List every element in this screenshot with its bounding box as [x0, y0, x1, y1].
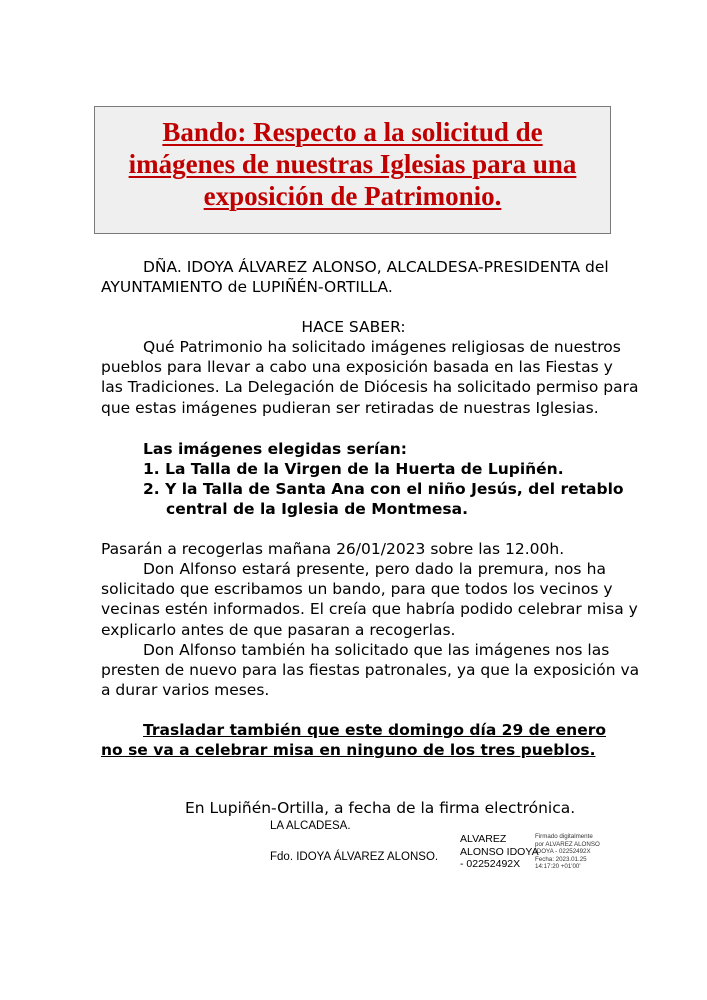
digital-signature-meta	[535, 833, 600, 871]
para1-line-1: Qué Patrimonio ha solicitado imágenes religiosas de nuestros	[143, 338, 621, 356]
para3-line-2: presten de nuevo para las fiestas patronales, ya que la exposición va	[101, 661, 640, 679]
para2-line-4: explicarlo antes de que pasaran a recogerlas.	[101, 621, 456, 639]
stamp-meta-line-3: IDOYA - 02252492X	[535, 848, 591, 856]
list-item-1: 1. La Talla de la Virgen de la Huerta de Lupiñén.	[143, 460, 564, 478]
stamp-meta-line-1: Firmado digitalmente	[535, 833, 593, 840]
notice-line-2: no se va a celebrar misa en ninguno de los tres pueblos.	[101, 741, 596, 759]
para3-line-1: Don Alfonso también ha solicitado que las imágenes nos las	[143, 641, 610, 659]
para1-line-2: pueblos para llevar a cabo una exposición basada en las Fiestas y	[101, 358, 613, 376]
para3-line-3: a durar varios meses.	[101, 681, 270, 699]
list-heading: Las imágenes elegidas serían:	[143, 440, 407, 458]
stamp-name-line-1: ALVAREZ	[460, 833, 507, 845]
signature-signed-by: Fdo. IDOYA ÁLVAREZ ALONSO.	[270, 851, 439, 863]
title-line-1: Bando: Respecto a la solicitud de	[162, 117, 543, 147]
para1-line-4: que estas imágenes pudieran ser retiradas de nuestras Iglesias.	[101, 399, 599, 417]
hace-saber-heading: HACE SABER:	[301, 318, 406, 336]
closing-line: En Lupiñén-Ortilla, a fecha de la firma electrónica.	[185, 799, 576, 817]
para2-line-1: Don Alfonso estará presente, pero dado la premura, nos ha	[143, 560, 606, 578]
title-line-3: exposición de Patrimonio.	[203, 181, 502, 211]
intro-line-2: AYUNTAMIENTO de LUPIÑÉN-ORTILLA.	[101, 278, 393, 296]
para1-line-3: las Tradiciones. La Delegación de Diócesis ha solicitado permiso para	[101, 378, 639, 396]
title-line-2: imágenes de nuestras Iglesias para una	[128, 149, 577, 179]
para2-line-3: vecinas estén informados. El creía que habría podido celebrar misa y	[101, 600, 638, 618]
intro-line-1: DÑA. IDOYA ÁLVAREZ ALONSO, ALCALDESA-PRESIDENTA del	[143, 258, 609, 276]
title-box	[94, 106, 611, 234]
stamp-meta-line-2: por ALVAREZ ALONSO	[535, 840, 600, 848]
para2-line-2: solicitado que escribamos un bando, para que todos los vecinos y	[101, 580, 613, 598]
list-item-2-line-1: 2. Y la Talla de Santa Ana con el niño Jesús, del retablo	[143, 480, 624, 498]
list-item-2-line-2: central de la Iglesia de Montmesa.	[166, 500, 468, 518]
stamp-name-line-3: - 02252492X	[460, 858, 521, 870]
signature-role: LA ALCADESA.	[270, 820, 351, 832]
stamp-name-line-2: ALONSO IDOYA	[460, 845, 539, 858]
pickup-line: Pasarán a recogerlas mañana 26/01/2023 sobre las 12.00h.	[101, 540, 565, 558]
stamp-meta-line-4: Fecha: 2023.01.25	[535, 855, 587, 863]
digital-signature-name	[460, 833, 539, 871]
notice-line-1: Trasladar también que este domingo día 29 de enero	[143, 721, 607, 739]
stamp-meta-line-5: 14:17:20 +01'00'	[535, 863, 581, 871]
